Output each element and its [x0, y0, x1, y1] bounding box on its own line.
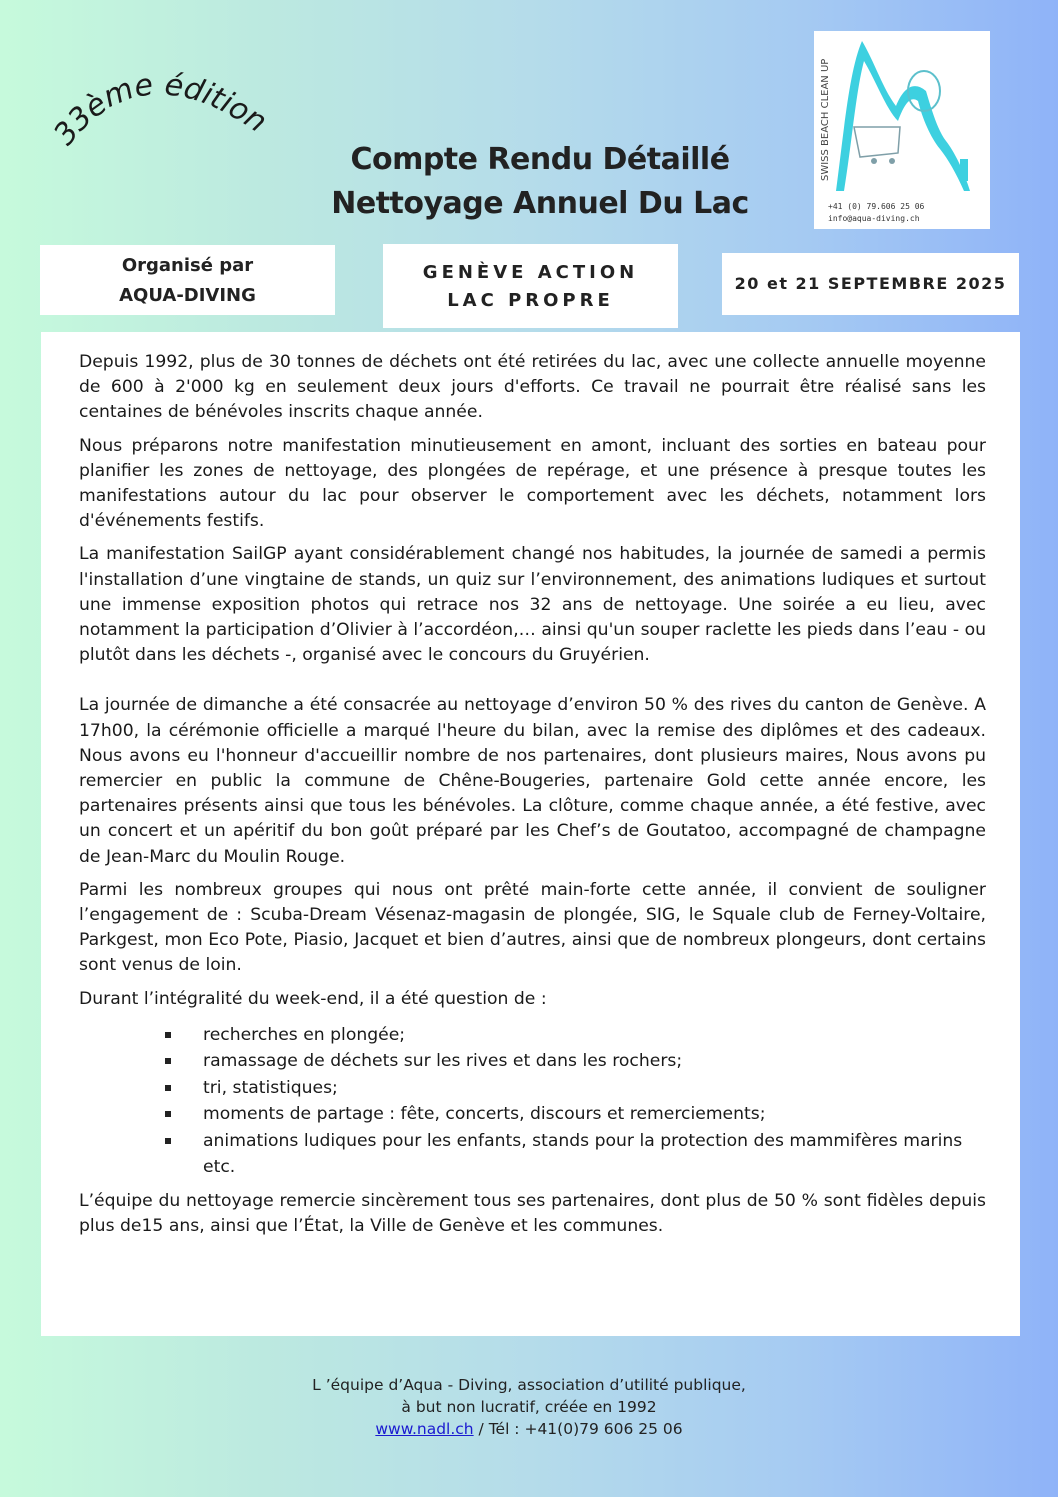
square-bullet-icon: [165, 1032, 171, 1038]
logo-email: info@aqua-diving.ch: [828, 214, 920, 223]
footer-contact: [229, 1418, 829, 1440]
paragraph-saturday: La manifestation SailGP ayant considérablement changé nos habitudes, la journée de samedi a permis l'installation d’une vingtaine de stands, un quiz sur l’environnement, des animations ludiques et surtout une immense exposition photos qui retrace nos 32 ans de nettoyage. Une soirée a eu lieu, avec notamment la participation d’Olivier à l’accordéon,… ainsi qu'un souper raclette les pieds dans l’eau - ou plutôt dans les déchets -, organisé avec le concours du Gruyérien.: [79, 544, 986, 666]
logo-icon: [814, 31, 990, 229]
list-item: tri, statistiques;: [165, 1075, 986, 1102]
square-bullet-icon: [165, 1058, 171, 1064]
swiss-beach-clean-up-logo: [814, 31, 990, 229]
footer-line-1: L ’équipe d’Aqua - Diving, association d’utilité publique,: [312, 1376, 746, 1394]
title-line-1: Compte Rendu Détaillé: [350, 142, 730, 177]
page-title: [300, 138, 780, 226]
square-bullet-icon: [165, 1085, 171, 1091]
footer: [229, 1374, 829, 1440]
organizer-label: Organisé par: [121, 255, 254, 276]
paragraph-preparation: Nous préparons notre manifestation minutieusement en amont, incluant des sorties en bateau pour planifier les zones de nettoyage, des plongées de repérage, et une présence à presque toutes les manifestations autour du lac pour observer le comportement avec les déchets, notamment lors d'événements festifs.: [79, 435, 986, 532]
activities-list: [79, 1022, 986, 1181]
edition-text: 33ème édition: [48, 67, 274, 152]
organizer-box: [40, 245, 335, 315]
paragraph-thanks: L’équipe du nettoyage remercie sincèrement tous ses partenaires, dont plus de 50 % sont fidèles depuis plus de15 ans, ainsi que l’État, la Ville de Genève et les communes.: [79, 1190, 986, 1237]
list-item: animations ludiques pour les enfants, stands pour la protection des mammifères marins etc.: [165, 1128, 986, 1181]
date-box: [722, 253, 1019, 315]
square-bullet-icon: [165, 1138, 171, 1144]
paragraph-groups: Parmi les nombreux groupes qui nous ont prêté main-forte cette année, il convient de souligner l’engagement de : Scuba-Dream Vésenaz-magasin de plongée, SIG, le Squale club de Ferney-Voltaire, Parkgest, mon Eco Pote, Piasio, Jacquet et bien d’autres, ainsi que de nombreux plongeurs, dont certains sont venus de loin.: [79, 879, 986, 976]
svg-text:33ème édition: [48, 67, 273, 152]
report-body: [41, 332, 1020, 1336]
action-line-1: GENÈVE ACTION: [422, 262, 639, 283]
organizer-name: AQUA-DIVING: [119, 285, 256, 306]
logo-vertical-text: SWISS BEACH CLEAN UP: [820, 58, 831, 181]
action-box: [383, 244, 678, 328]
paragraph-weekend-intro: Durant l’intégralité du week-end, il a été question de :: [79, 988, 547, 1009]
website-link[interactable]: www.nadl.ch: [375, 1420, 474, 1438]
footer-phone: / Tél : +41(0)79 606 25 06: [473, 1420, 683, 1438]
curved-edition-text: [48, 52, 278, 162]
paragraph-sunday: La journée de dimanche a été consacrée au nettoyage d’environ 50 % des rives du canton de Genève. A 17h00, la cérémonie officielle a marqué l'heure du bilan, avec la remise des diplômes et des cadeaux. Nous avons eu l'honneur d'accueillir nombre de nos partenaires, dont plusieurs maires, Nous avons pu remercier en public la commune de Chêne-Bougeries, partenaire Gold cette année encore, les partenaires présents ainsi que tous les bénévoles. La clôture, comme chaque année, a été festive, avec un concert et un apéritif du bon goût préparé par les Chef’s de Goutatoo, accompagné de champagne de Jean-Marc du Moulin Rouge.: [79, 695, 986, 867]
footer-line-2: à but non lucratif, créée en 1992: [401, 1398, 657, 1416]
logo-phone: +41 (0) 79.606 25 06: [828, 202, 925, 211]
square-bullet-icon: [165, 1111, 171, 1117]
action-line-2: LAC PROPRE: [447, 290, 614, 311]
title-line-2: Nettoyage Annuel Du Lac: [331, 186, 749, 221]
event-date: 20 et 21 SEPTEMBRE 2025: [734, 274, 1007, 293]
list-item: ramassage de déchets sur les rives et dans les rochers;: [165, 1048, 986, 1075]
paragraph-history: Depuis 1992, plus de 30 tonnes de déchets ont été retirées du lac, avec une collecte annuelle moyenne de 600 à 2'000 kg en seulement deux jours d'efforts. Ce travail ne pourrait être réalisé sans les centaines de bénévoles inscrits chaque année.: [79, 352, 986, 423]
list-item: recherches en plongée;: [165, 1022, 986, 1049]
list-item: moments de partage : fête, concerts, discours et remerciements;: [165, 1101, 986, 1128]
edition-badge: [48, 52, 278, 162]
